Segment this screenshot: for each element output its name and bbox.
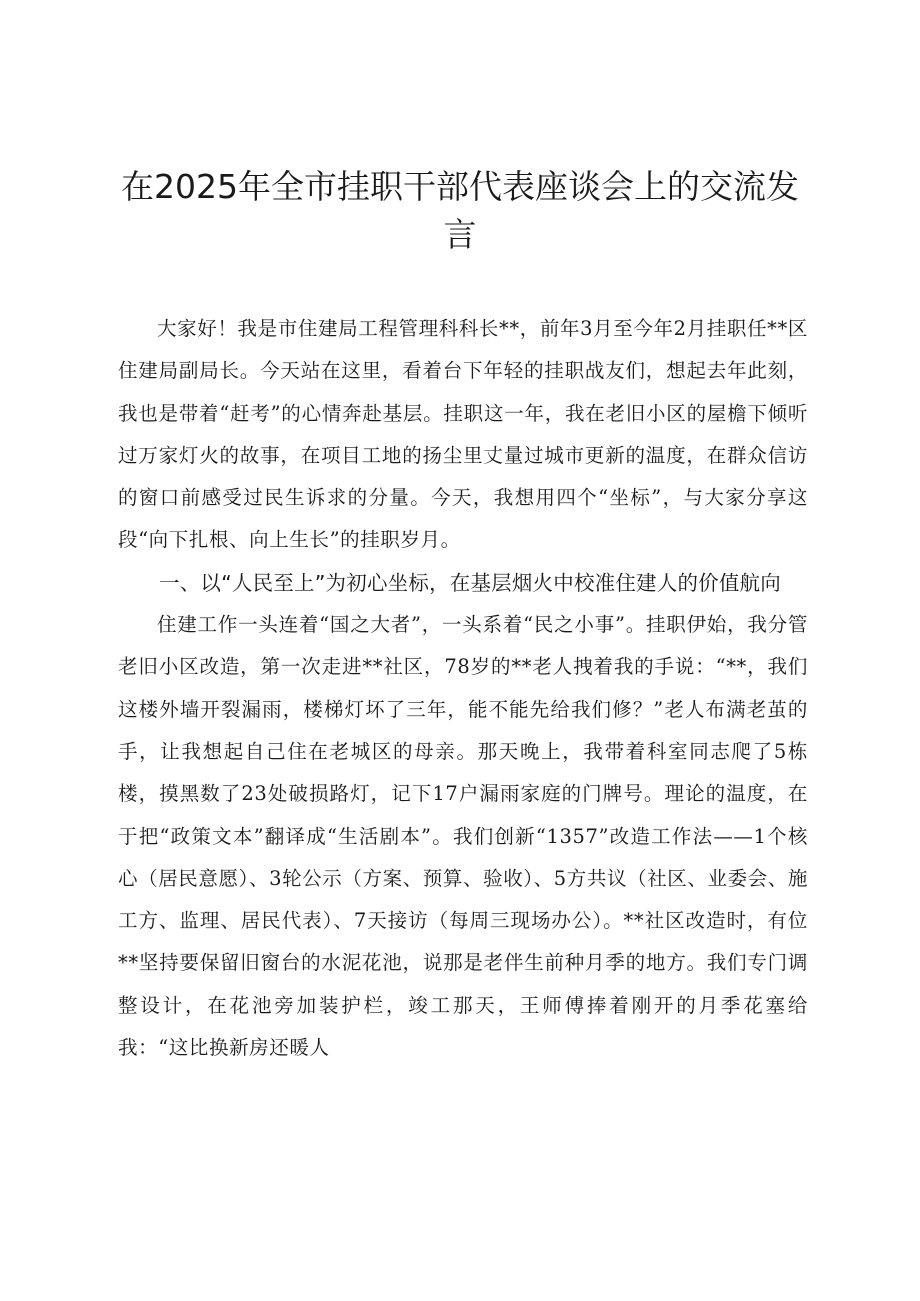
intro-paragraph: 大家好！我是市住建局工程管理科科长**，前年3月至今年2月挂职任**区住建局副局长。今天站在这里，看着台下年轻的挂职战友们，想起去年此刻，我也是带着“赶考”的心情奔赴基层。挂职这一年，我在老旧小区的屋檐下倾听过万家灯火的故事，在项目工地的扬尘里丈量过城市更新的温度，在群众信访的窗口前感受过民生诉求的分量。今天，我想用四个“坐标”，与大家分享这段“向下扎根、向上生长”的挂职岁月。 bbox=[118, 317, 808, 552]
section-heading: 一、以“人民至上”为初心坐标，在基层烟火中校准住建人的价值航向 bbox=[159, 570, 781, 595]
document-body bbox=[118, 308, 808, 1069]
section-paragraph: 住建工作一头连着“国之大者”，一头系着“民之小事”。挂职伊始，我分管老旧小区改造，第一次走进**社区，78岁的**老人拽着我的手说：“**，我们这楼外墙开裂漏雨，楼梯灯坏了三年，能不能先给我们修？”老人布满老茧的手，让我想起自己住在老城区的母亲。那天晚上，我带着科室同志爬了5栋楼，摸黑数了23处破损路灯，记下17户漏雨家庭的门牌号。理论的温度，在于把“政策文本”翻译成“生活剧本”。我们创新“1357”改造工作法——1个核心（居民意愿）、3轮公示（方案、预算、验收）、5方共议（社区、业委会、施工方、监理、居民代表）、7天接访（每周三现场办公）。**社区改造时，有位**坚持要保留旧窗台的水泥花池，说那是老伴生前种月季的地方。我们专门调整设计，在花池旁加装护栏，竣工那天，王师傅捧着刚开的月季花塞给我：“这比换新房还暖人 bbox=[118, 613, 808, 1060]
document-title: 在2025年全市挂职干部代表座谈会上的交流发言 bbox=[121, 167, 799, 254]
